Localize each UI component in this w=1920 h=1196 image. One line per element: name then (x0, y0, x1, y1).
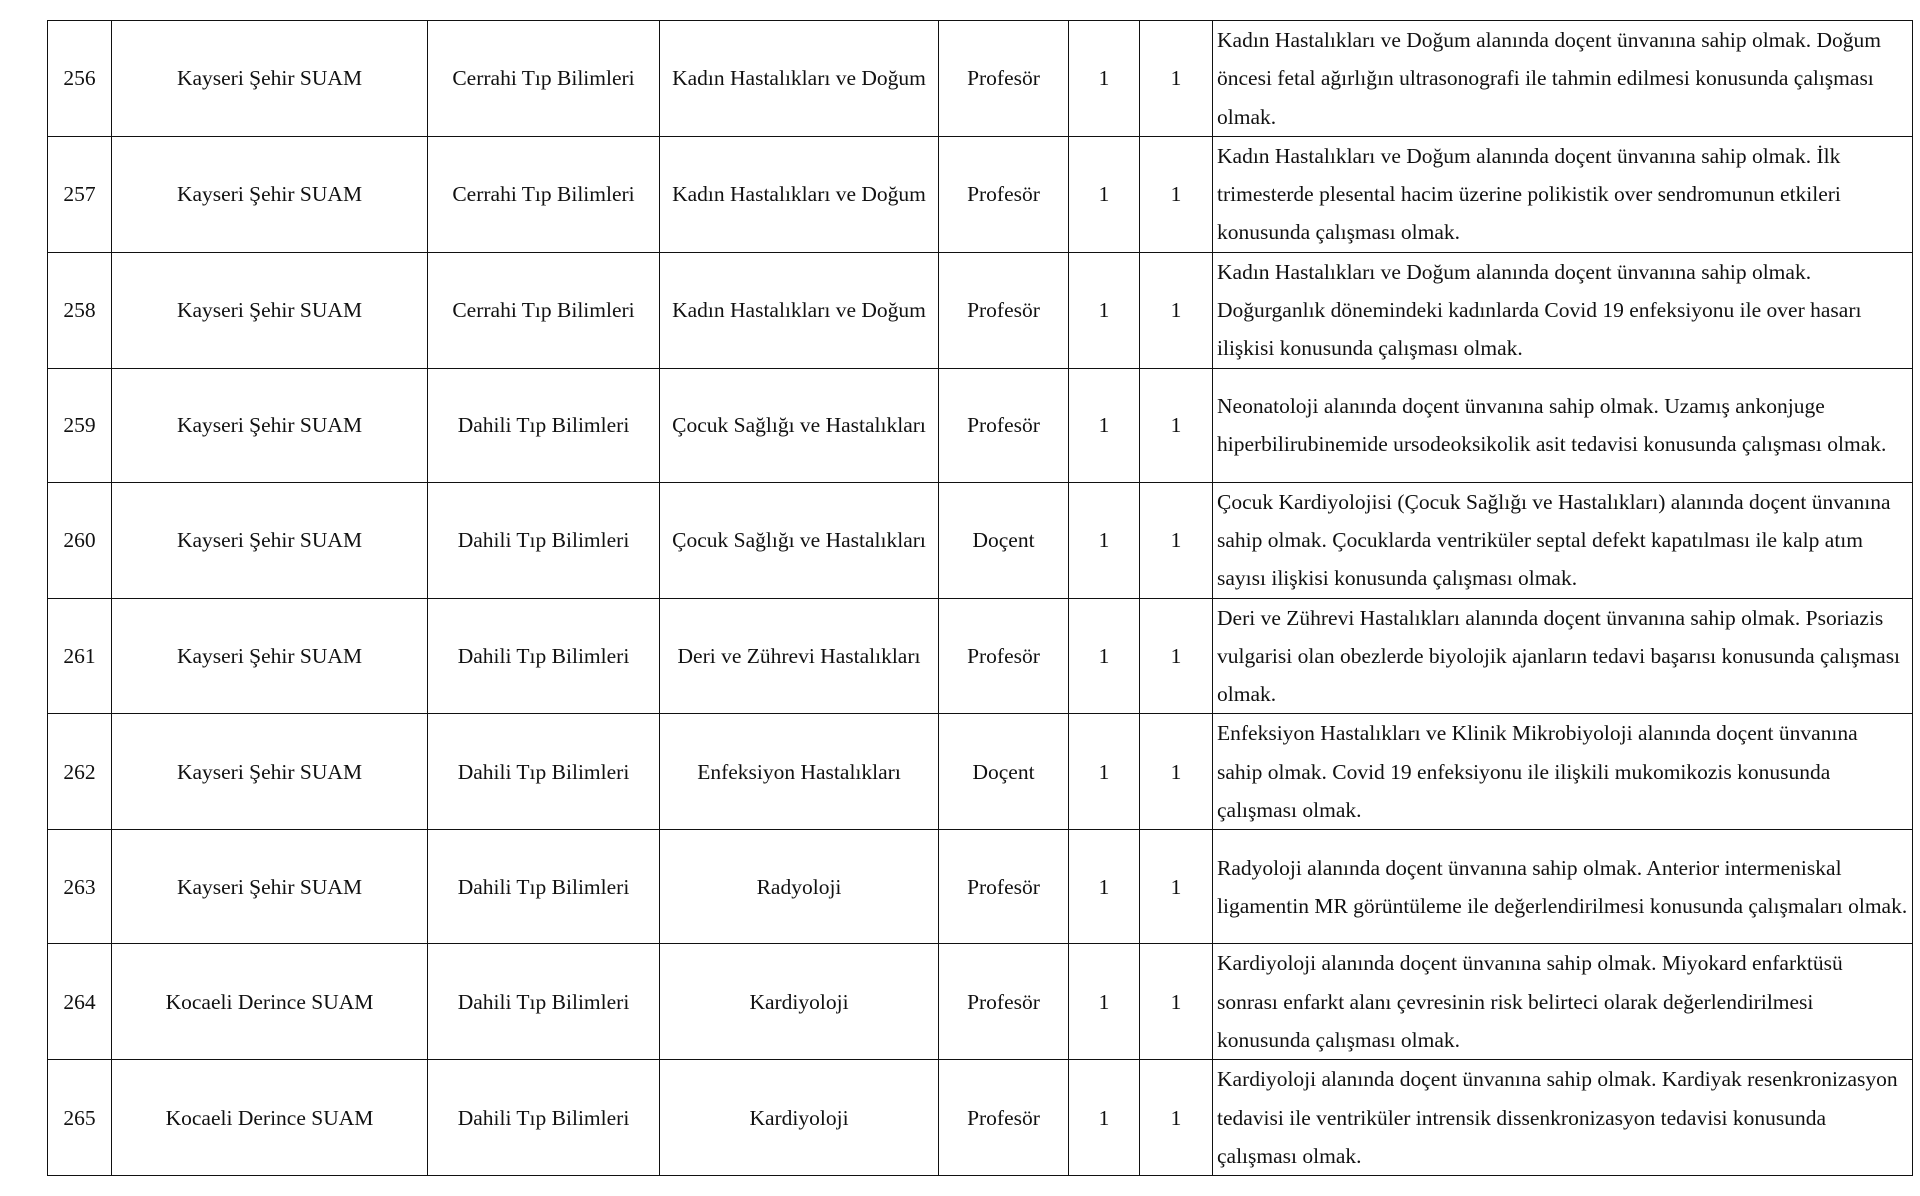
cell-institution: Kayseri Şehir SUAM (112, 830, 428, 944)
cell-institution: Kocaeli Derince SUAM (112, 944, 428, 1060)
cell-department: Çocuk Sağlığı ve Hastalıkları (660, 368, 939, 482)
cell-department: Deri ve Zührevi Hastalıkları (660, 598, 939, 714)
cell-row-number: 261 (48, 598, 112, 714)
cell-field: Cerrahi Tıp Bilimleri (428, 136, 660, 252)
cell-row-number: 262 (48, 714, 112, 830)
cell-institution: Kocaeli Derince SUAM (112, 1060, 428, 1176)
cell-field: Dahili Tıp Bilimleri (428, 830, 660, 944)
cell-institution: Kayseri Şehir SUAM (112, 598, 428, 714)
cell-count-1: 1 (1069, 482, 1140, 598)
cell-institution: Kayseri Şehir SUAM (112, 714, 428, 830)
cell-institution: Kayseri Şehir SUAM (112, 136, 428, 252)
cell-requirements: Neonatoloji alanında doçent ünvanına sahip olmak. Uzamış ankonjuge hiperbilirubinemide ursodeoksikolik asit tedavisi konusunda çalışması olmak. (1213, 368, 1913, 482)
cell-count-2: 1 (1140, 368, 1213, 482)
cell-field: Dahili Tıp Bilimleri (428, 714, 660, 830)
positions-table (47, 20, 1913, 1176)
cell-field: Dahili Tıp Bilimleri (428, 944, 660, 1060)
cell-row-number: 265 (48, 1060, 112, 1176)
cell-field: Cerrahi Tıp Bilimleri (428, 21, 660, 137)
cell-academic-title: Doçent (939, 482, 1069, 598)
cell-row-number: 258 (48, 252, 112, 368)
cell-requirements: Deri ve Zührevi Hastalıkları alanında doçent ünvanına sahip olmak. Psoriazis vulgarisi olan obezlerde biyolojik ajanların tedavi başarısı konusunda çalışması olmak. (1213, 598, 1913, 714)
cell-count-2: 1 (1140, 1060, 1213, 1176)
cell-count-2: 1 (1140, 252, 1213, 368)
cell-row-number: 264 (48, 944, 112, 1060)
cell-count-2: 1 (1140, 136, 1213, 252)
cell-institution: Kayseri Şehir SUAM (112, 252, 428, 368)
cell-academic-title: Profesör (939, 944, 1069, 1060)
cell-count-2: 1 (1140, 21, 1213, 137)
cell-academic-title: Profesör (939, 598, 1069, 714)
cell-requirements: Kadın Hastalıkları ve Doğum alanında doçent ünvanına sahip olmak. İlk trimesterde plesental hacim üzerine polikistik over sendromunun etkileri konusunda çalışması olmak. (1213, 136, 1913, 252)
cell-count-1: 1 (1069, 944, 1140, 1060)
cell-count-1: 1 (1069, 714, 1140, 830)
cell-count-2: 1 (1140, 944, 1213, 1060)
cell-row-number: 256 (48, 21, 112, 137)
cell-count-1: 1 (1069, 252, 1140, 368)
cell-academic-title: Profesör (939, 1060, 1069, 1176)
cell-row-number: 260 (48, 482, 112, 598)
cell-department: Kadın Hastalıkları ve Doğum (660, 252, 939, 368)
cell-count-2: 1 (1140, 598, 1213, 714)
table-row (48, 944, 1913, 1060)
table-row (48, 482, 1913, 598)
cell-count-2: 1 (1140, 482, 1213, 598)
cell-academic-title: Profesör (939, 252, 1069, 368)
table-row (48, 368, 1913, 482)
cell-count-2: 1 (1140, 714, 1213, 830)
cell-count-1: 1 (1069, 598, 1140, 714)
cell-field: Dahili Tıp Bilimleri (428, 1060, 660, 1176)
cell-requirements: Kardiyoloji alanında doçent ünvanına sahip olmak. Miyokard enfarktüsü sonrası enfarkt alanı çevresinin risk belirteci olarak değerlendirilmesi konusunda çalışması olmak. (1213, 944, 1913, 1060)
cell-requirements: Kadın Hastalıkları ve Doğum alanında doçent ünvanına sahip olmak. Doğum öncesi fetal ağırlığın ultrasonografi ile tahmin edilmesi konusunda çalışması olmak. (1213, 21, 1913, 137)
table-row (48, 136, 1913, 252)
cell-count-1: 1 (1069, 1060, 1140, 1176)
cell-academic-title: Profesör (939, 368, 1069, 482)
cell-row-number: 259 (48, 368, 112, 482)
cell-count-1: 1 (1069, 830, 1140, 944)
cell-department: Kardiyoloji (660, 944, 939, 1060)
cell-academic-title: Profesör (939, 21, 1069, 137)
cell-institution: Kayseri Şehir SUAM (112, 482, 428, 598)
cell-field: Cerrahi Tıp Bilimleri (428, 252, 660, 368)
cell-field: Dahili Tıp Bilimleri (428, 482, 660, 598)
cell-department: Enfeksiyon Hastalıkları (660, 714, 939, 830)
cell-department: Kadın Hastalıkları ve Doğum (660, 136, 939, 252)
cell-requirements: Çocuk Kardiyolojisi (Çocuk Sağlığı ve Hastalıkları) alanında doçent ünvanına sahip olmak. Çocuklarda ventriküler septal defekt kapatılması ile kalp atım sayısı ilişkisi konusunda çalışması olmak. (1213, 482, 1913, 598)
cell-institution: Kayseri Şehir SUAM (112, 21, 428, 137)
cell-institution: Kayseri Şehir SUAM (112, 368, 428, 482)
cell-academic-title: Profesör (939, 136, 1069, 252)
cell-requirements: Kardiyoloji alanında doçent ünvanına sahip olmak. Kardiyak resenkronizasyon tedavisi ile ventriküler intrensik dissenkronizasyon tedavisi konusunda çalışması olmak. (1213, 1060, 1913, 1176)
cell-academic-title: Doçent (939, 714, 1069, 830)
cell-department: Kadın Hastalıkları ve Doğum (660, 21, 939, 137)
cell-department: Çocuk Sağlığı ve Hastalıkları (660, 482, 939, 598)
table-row (48, 21, 1913, 137)
cell-count-1: 1 (1069, 368, 1140, 482)
cell-count-1: 1 (1069, 136, 1140, 252)
cell-requirements: Enfeksiyon Hastalıkları ve Klinik Mikrobiyoloji alanında doçent ünvanına sahip olmak. Covid 19 enfeksiyonu ile ilişkili mukomikozis konusunda çalışması olmak. (1213, 714, 1913, 830)
cell-academic-title: Profesör (939, 830, 1069, 944)
cell-count-1: 1 (1069, 21, 1140, 137)
table-row (48, 252, 1913, 368)
cell-requirements: Radyoloji alanında doçent ünvanına sahip olmak. Anterior intermeniskal ligamentin MR görüntüleme ile değerlendirilmesi konusunda çalışmaları olmak. (1213, 830, 1913, 944)
cell-department: Radyoloji (660, 830, 939, 944)
cell-count-2: 1 (1140, 830, 1213, 944)
table-row (48, 1060, 1913, 1176)
cell-field: Dahili Tıp Bilimleri (428, 368, 660, 482)
table-row (48, 714, 1913, 830)
cell-department: Kardiyoloji (660, 1060, 939, 1176)
cell-row-number: 263 (48, 830, 112, 944)
table-row (48, 598, 1913, 714)
table-row (48, 830, 1913, 944)
cell-requirements: Kadın Hastalıkları ve Doğum alanında doçent ünvanına sahip olmak. Doğurganlık dönemindeki kadınlarda Covid 19 enfeksiyonu ile over hasarı ilişkisi konusunda çalışması olmak. (1213, 252, 1913, 368)
cell-field: Dahili Tıp Bilimleri (428, 598, 660, 714)
cell-row-number: 257 (48, 136, 112, 252)
